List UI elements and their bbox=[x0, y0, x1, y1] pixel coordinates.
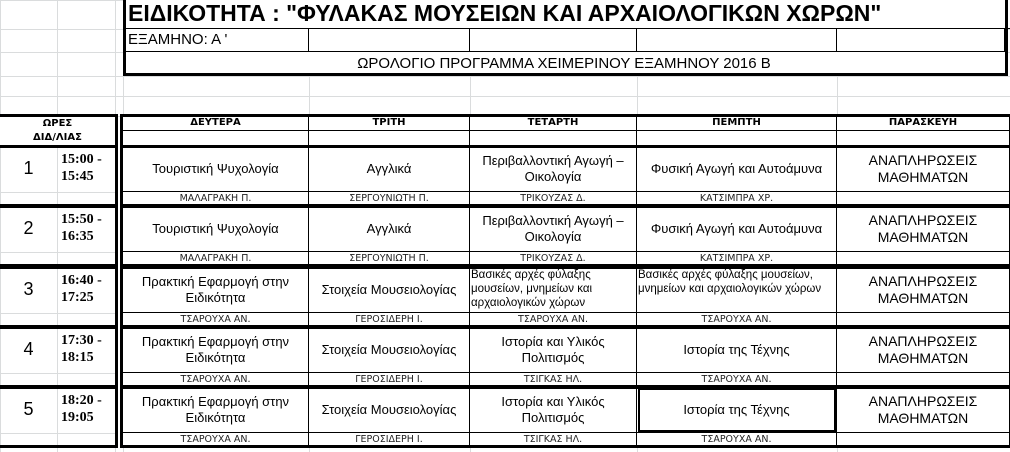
lesson-number[interactable]: 2 bbox=[23, 218, 34, 239]
semester-label[interactable]: ΕΞΑΜΗΝΟ: Α ' bbox=[123, 29, 309, 52]
empty-cell[interactable] bbox=[309, 131, 470, 146]
empty-cell[interactable] bbox=[0, 252, 115, 266]
teacher-cell[interactable]: ΜΑΛΑΓΡΑΚΗ Π. bbox=[123, 192, 309, 206]
subject-cell[interactable]: ΑΝΑΠΛΗΡΩΣΕΙΣ ΜΑΘΗΜΑΤΩΝ bbox=[837, 387, 1010, 433]
teacher-cell[interactable]: ΜΑΛΑΓΡΑΚΗ Π. bbox=[123, 252, 309, 266]
subject-cell[interactable]: Ιστορία και Υλικός Πολιτισμός bbox=[470, 327, 637, 373]
teacher-cell[interactable]: ΤΣΑΡΟΥΧΑ ΑΝ. bbox=[637, 373, 837, 387]
gridline-horizontal bbox=[0, 96, 1010, 97]
subject-cell[interactable]: Στοιχεία Μουσειολογίας bbox=[309, 267, 470, 313]
empty-cell[interactable] bbox=[637, 131, 837, 146]
teacher-cell[interactable]: ΚΑΤΣΙΜΠΡΑ ΧΡ. bbox=[637, 252, 837, 266]
subject-cell[interactable]: Βασικές αρχές φύλαξης μουσείων, μνημείων και αρχαιολογικών χώρων bbox=[637, 267, 837, 313]
teacher-cell[interactable]: ΚΑΤΣΙΜΠΡΑ ΧΡ. bbox=[637, 192, 837, 206]
subject-cell[interactable]: Βασικές αρχές φύλαξης μουσείων, μνημείων και αρχαιολογικών χώρων bbox=[470, 267, 637, 313]
gridline-vertical bbox=[115, 0, 116, 452]
empty-cell[interactable] bbox=[0, 433, 115, 447]
hours-subheader[interactable]: ΔΙΔ/ΛΙΑΣ bbox=[0, 131, 115, 146]
teacher-cell[interactable]: ΤΣΑΡΟΥΧΑ ΑΝ. bbox=[637, 433, 837, 447]
empty-cell[interactable] bbox=[309, 29, 470, 52]
subject-cell[interactable]: ΑΝΑΠΛΗΡΩΣΕΙΣ ΜΑΘΗΜΑΤΩΝ bbox=[837, 146, 1010, 192]
subject-cell[interactable]: ΑΝΑΠΛΗΡΩΣΕΙΣ ΜΑΘΗΜΑΤΩΝ bbox=[837, 267, 1010, 313]
teacher-cell[interactable] bbox=[837, 433, 1010, 447]
sheet-title[interactable]: ΕΙΔΙΚΟΤΗΤΑ : "ΦΥΛΑΚΑΣ ΜΟΥΣΕΙΩΝ ΚΑΙ ΑΡΧΑΙΟΛΟΓΙΚΩΝ ΧΩΡΩΝ" bbox=[123, 0, 1010, 29]
teacher-cell[interactable] bbox=[837, 313, 1010, 327]
subject-cell[interactable]: Ιστορία της Τέχνης bbox=[637, 387, 837, 433]
subject-cell[interactable]: ΑΝΑΠΛΗΡΩΣΕΙΣ ΜΑΘΗΜΑΤΩΝ bbox=[837, 327, 1010, 373]
subject-cell[interactable]: Αγγλικά bbox=[309, 146, 470, 192]
subject-cell[interactable]: ΑΝΑΠΛΗΡΩΣΕΙΣ ΜΑΘΗΜΑΤΩΝ bbox=[837, 206, 1010, 252]
teacher-cell[interactable] bbox=[837, 252, 1010, 266]
gridline-horizontal bbox=[0, 76, 1010, 77]
subject-cell[interactable]: Πρακτική Εφαρμογή στην Ειδικότητα bbox=[123, 267, 309, 313]
subject-cell[interactable]: Στοιχεία Μουσειολογίας bbox=[309, 327, 470, 373]
day-header-0[interactable]: ΔΕΥΤΕΡΑ bbox=[123, 116, 309, 131]
subject-cell[interactable]: Πρακτική Εφαρμογή στην Ειδικότητα bbox=[123, 387, 309, 433]
subject-cell[interactable]: Φυσική Αγωγή και Αυτοάμυνα bbox=[637, 146, 837, 192]
day-header-2[interactable]: ΤΕΤΑΡΤΗ bbox=[470, 116, 637, 131]
lesson-time[interactable]: 17:30 - 18:15 bbox=[61, 333, 102, 365]
lesson-number[interactable]: 5 bbox=[23, 399, 34, 420]
teacher-cell[interactable]: ΤΣΙΓΚΑΣ ΗΛ. bbox=[470, 433, 637, 447]
teacher-cell[interactable]: ΣΕΡΓΟΥΝΙΩΤΗ Π. bbox=[309, 192, 470, 206]
subject-cell[interactable]: Τουριστική Ψυχολογία bbox=[123, 206, 309, 252]
teacher-cell[interactable]: ΓΕΡΟΣΙΔΕΡΗ Ι. bbox=[309, 433, 470, 447]
teacher-cell[interactable]: ΤΣΑΡΟΥΧΑ ΑΝ. bbox=[123, 433, 309, 447]
lesson-number[interactable]: 3 bbox=[23, 279, 34, 300]
teacher-cell[interactable]: ΤΣΙΓΚΑΣ ΗΛ. bbox=[470, 373, 637, 387]
empty-cell[interactable] bbox=[637, 29, 837, 52]
teacher-cell[interactable]: ΓΕΡΟΣΙΔΕΡΗ Ι. bbox=[309, 313, 470, 327]
subject-cell[interactable]: Στοιχεία Μουσειολογίας bbox=[309, 387, 470, 433]
subject-cell[interactable]: Περιβαλλοντική Αγωγή – Οικολογία bbox=[470, 206, 637, 252]
empty-cell[interactable] bbox=[123, 131, 309, 146]
subject-cell[interactable]: Περιβαλλοντική Αγωγή – Οικολογία bbox=[470, 146, 637, 192]
teacher-cell[interactable]: ΓΕΡΟΣΙΔΕΡΗ Ι. bbox=[309, 373, 470, 387]
subject-cell[interactable]: Αγγλικά bbox=[309, 206, 470, 252]
lesson-number[interactable]: 4 bbox=[23, 339, 34, 360]
lesson-time[interactable]: 18:20 - 19:05 bbox=[61, 393, 102, 425]
lesson-time[interactable]: 15:50 - 16:35 bbox=[61, 212, 102, 244]
empty-cell[interactable] bbox=[837, 29, 1005, 52]
subject-cell[interactable]: Τουριστική Ψυχολογία bbox=[123, 146, 309, 192]
teacher-cell[interactable] bbox=[837, 192, 1010, 206]
subject-cell[interactable]: Ιστορία της Τέχνης bbox=[637, 327, 837, 373]
empty-cell[interactable] bbox=[0, 313, 115, 327]
empty-cell[interactable] bbox=[0, 192, 115, 206]
program-title[interactable]: ΩΡΟΛΟΓΙΟ ΠΡΟΓΡΑΜΜΑ ΧΕΙΜΕΡΙΝΟΥ ΕΞΑΜΗΝΟΥ 2016 Β bbox=[123, 52, 1005, 76]
teacher-cell[interactable]: ΤΣΑΡΟΥΧΑ ΑΝ. bbox=[637, 313, 837, 327]
lesson-time[interactable]: 16:40 - 17:25 bbox=[61, 273, 102, 305]
subject-cell[interactable]: Πρακτική Εφαρμογή στην Ειδικότητα bbox=[123, 327, 309, 373]
teacher-cell[interactable]: ΤΣΑΡΟΥΧΑ ΑΝ. bbox=[123, 373, 309, 387]
subject-cell[interactable]: Φυσική Αγωγή και Αυτοάμυνα bbox=[637, 206, 837, 252]
empty-cell[interactable] bbox=[470, 131, 637, 146]
hours-header[interactable]: ΩΡΕΣ bbox=[0, 116, 115, 131]
empty-cell[interactable] bbox=[470, 29, 637, 52]
teacher-cell[interactable]: ΤΡΙΚΟΥΖΑΣ Δ. bbox=[470, 192, 637, 206]
empty-cell[interactable] bbox=[837, 131, 1010, 146]
teacher-cell[interactable]: ΤΡΙΚΟΥΖΑΣ Δ. bbox=[470, 252, 637, 266]
day-header-1[interactable]: ΤΡΙΤΗ bbox=[309, 116, 470, 131]
lesson-number[interactable]: 1 bbox=[23, 158, 34, 179]
subject-cell[interactable]: Ιστορία και Υλικός Πολιτισμός bbox=[470, 387, 637, 433]
lesson-time[interactable]: 15:00 - 15:45 bbox=[61, 152, 102, 184]
teacher-cell[interactable] bbox=[837, 373, 1010, 387]
day-header-3[interactable]: ΠΕΜΠΤΗ bbox=[637, 116, 837, 131]
teacher-cell[interactable]: ΣΕΡΓΟΥΝΙΩΤΗ Π. bbox=[309, 252, 470, 266]
day-header-4[interactable]: ΠΑΡΑΣΚΕΥΗ bbox=[837, 116, 1010, 131]
empty-cell[interactable] bbox=[0, 373, 115, 387]
teacher-cell[interactable]: ΤΣΑΡΟΥΧΑ ΑΝ. bbox=[470, 313, 637, 327]
teacher-cell[interactable]: ΤΣΑΡΟΥΧΑ ΑΝ. bbox=[123, 313, 309, 327]
